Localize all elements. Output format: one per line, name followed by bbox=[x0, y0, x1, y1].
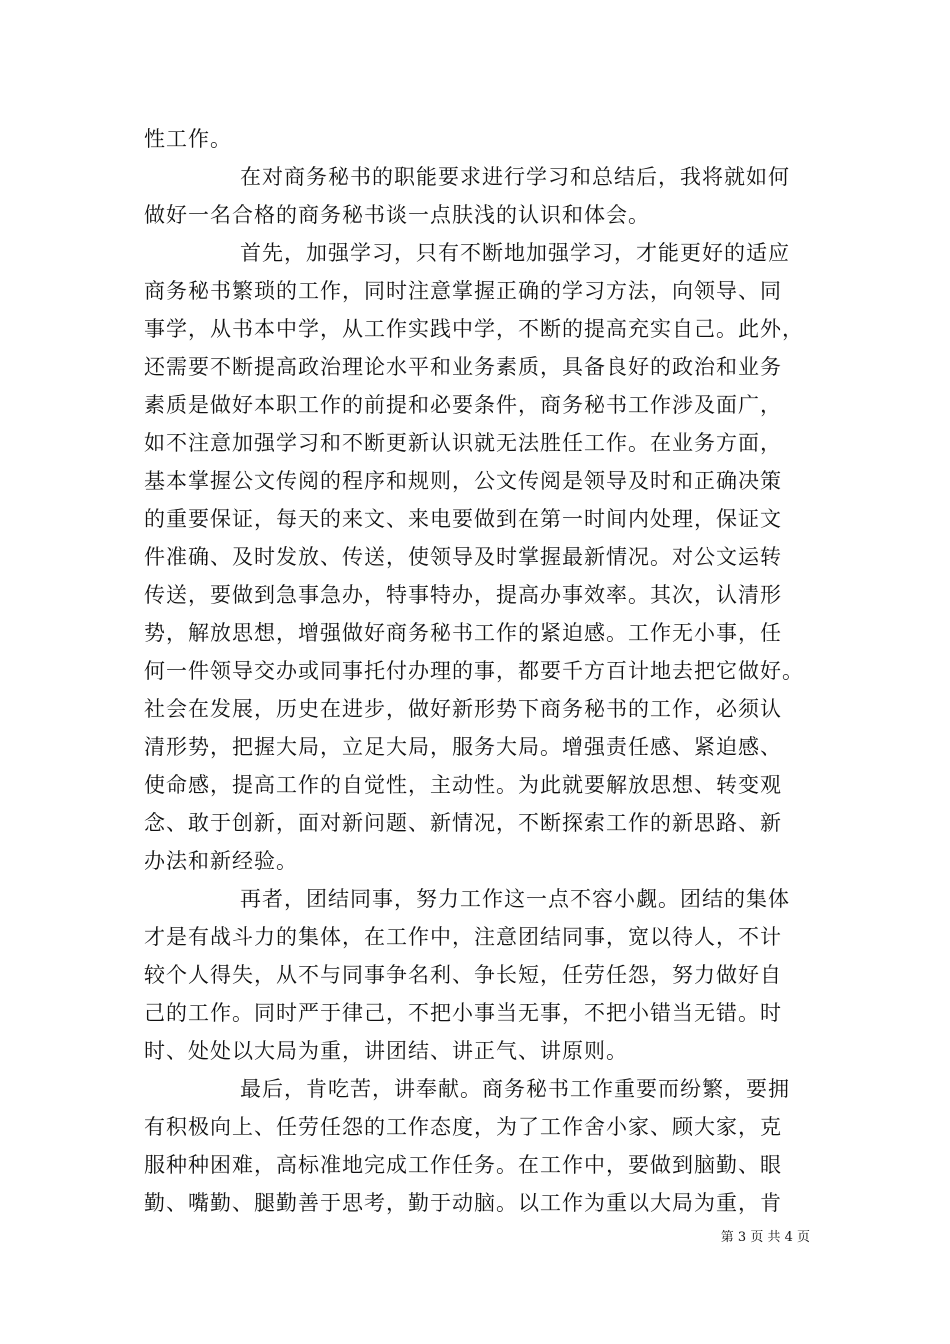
text-line: 较个人得失，从不与同事争名利、争长短，任劳任怨，努力做好自 bbox=[144, 963, 782, 987]
paragraph-start-line: 在对商务秘书的职能要求进行学习和总结后，我将就如何 bbox=[240, 165, 790, 189]
text-line: 有积极向上、任劳任怨的工作态度，为了工作舍小家、顾大家，克 bbox=[144, 1115, 782, 1139]
text-line: 使命感，提高工作的自觉性，主动性。为此就要解放思想、转变观 bbox=[144, 773, 782, 797]
text-line: 素质是做好本职工作的前提和必要条件，商务秘书工作涉及面广， bbox=[144, 393, 782, 417]
paragraph-start-line: 再者，团结同事，努力工作这一点不容小觑。团结的集体 bbox=[240, 887, 790, 911]
paragraph-start-line: 最后，肯吃苦，讲奉献。商务秘书工作重要而纷繁，要拥 bbox=[240, 1077, 790, 1101]
text-line: 势，解放思想，增强做好商务秘书工作的紧迫感。工作无小事，任 bbox=[144, 621, 782, 645]
text-line: 传送，要做到急事急办，特事特办，提高办事效率。其次，认清形 bbox=[144, 583, 782, 607]
text-line: 如不注意加强学习和不断更新认识就无法胜任工作。在业务方面， bbox=[144, 431, 782, 455]
text-line: 还需要不断提高政治理论水平和业务素质，具备良好的政治和业务 bbox=[144, 355, 782, 379]
text-line: 时、处处以大局为重，讲团结、讲正气、讲原则。 bbox=[144, 1039, 628, 1063]
text-line: 件准确、及时发放、传送，使领导及时掌握最新情况。对公文运转 bbox=[144, 545, 782, 569]
text-line: 做好一名合格的商务秘书谈一点肤浅的认识和体会。 bbox=[144, 203, 650, 227]
text-line: 事学，从书本中学，从工作实践中学，不断的提高充实自己。此外， bbox=[144, 317, 804, 341]
text-line: 念、敢于创新，面对新问题、新情况，不断探索工作的新思路、新 bbox=[144, 811, 782, 835]
text-line: 己的工作。同时严于律己，不把小事当无事，不把小错当无错。时 bbox=[144, 1001, 782, 1025]
text-line: 的重要保证，每天的来文、来电要做到在第一时间内处理，保证文 bbox=[144, 507, 782, 531]
text-line: 社会在发展，历史在进步，做好新形势下商务秘书的工作，必须认 bbox=[144, 697, 782, 721]
text-line: 勤、嘴勤、腿勤善于思考，勤于动脑。以工作为重以大局为重，肯 bbox=[144, 1191, 782, 1215]
text-line: 才是有战斗力的集体，在工作中，注意团结同事，宽以待人，不计 bbox=[144, 925, 782, 949]
text-line: 基本掌握公文传阅的程序和规则，公文传阅是领导及时和正确决策 bbox=[144, 469, 782, 493]
page-number: 第 3 页 共 4 页 bbox=[720, 1230, 810, 1245]
text-line: 性工作。 bbox=[144, 127, 232, 151]
paragraph-start-line: 首先，加强学习，只有不断地加强学习，才能更好的适应 bbox=[240, 241, 790, 265]
text-line: 办法和新经验。 bbox=[144, 849, 298, 873]
text-line: 清形势，把握大局，立足大局，服务大局。增强责任感、紧迫感、 bbox=[144, 735, 782, 759]
text-line: 何一件领导交办或同事托付办理的事，都要千方百计地去把它做好。 bbox=[144, 659, 804, 683]
text-line: 服种种困难，高标准地完成工作任务。在工作中，要做到脑勤、眼 bbox=[144, 1153, 782, 1177]
text-line: 商务秘书繁琐的工作，同时注意掌握正确的学习方法，向领导、同 bbox=[144, 279, 782, 303]
body-text bbox=[144, 120, 810, 1222]
